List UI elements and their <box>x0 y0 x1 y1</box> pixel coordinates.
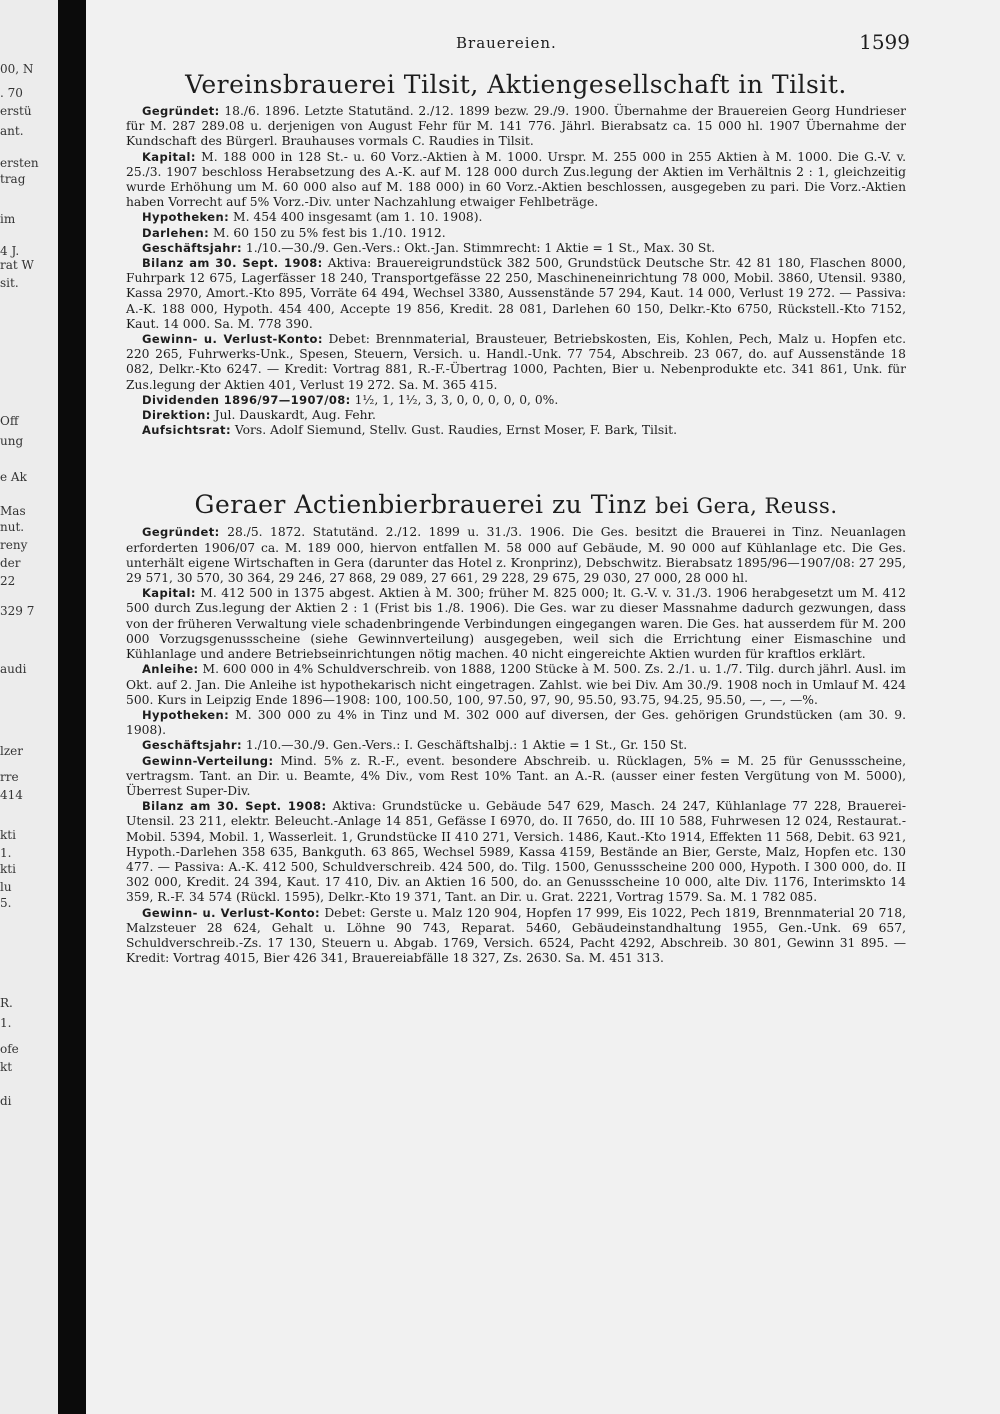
page-content <box>126 70 906 966</box>
field-text: 1./10.—30./9. Gen.-Vers.: Okt.-Jan. Stimmrecht: 1 Aktie = 1 St., Max. 30 St. <box>245 240 716 255</box>
margin-text-fragment: 414 <box>0 788 23 802</box>
book-spine <box>58 0 86 1414</box>
margin-text-fragment: sit. <box>0 276 19 290</box>
field-text: M. 600 000 in 4% Schuldverschreib. von 1888, 1200 Stücke à M. 500. Zs. 2./1. u. 1./7. Tilg. durch jährl. Ausl. im Okt. auf 2. Jan. Die Anleihe ist hypothekarisch nicht eingetragen. Zahlst. wie bei Div. Am 30./9. 1908 noch in Umlauf M. 424 500. Kurs in Leipzig Ende 1896—1908: 100, 100.50, 100, 97.50, 97, 90, 95.50, 93.75, 94.25, 95.50, —, —, —%. <box>126 662 906 707</box>
field-label: Kapital: <box>142 586 196 601</box>
field-label: Bilanz am 30. Sept. 1908: <box>142 256 323 271</box>
margin-text-fragment: nut. <box>0 520 25 534</box>
margin-text-fragment: . 70 <box>0 86 23 100</box>
entry-paragraph <box>126 423 906 438</box>
field-text: 28./5. 1872. Statutänd. 2./12. 1899 u. 31./3. 1906. Die Ges. besitzt die Brauerei in Tinz. Neuanlagen erforderten 1906/07 ca. M. 189 000, hiervon entfallen M. 58 000 auf Gebäude, M. 90 000 auf Kühlanlage etc. Die Ges. unterhält eigene Wirtschaften in Gera (darunter das Hotel z. Kronprinz), Debschwitz. Bierabsatz 1895/96—1907/08: 27 295, 29 571, 30 570, 30 364, 29 246, 27 868, 29 089, 27 661, 29 228, 29 675, 29 030, 27 000, 28 000 hl. <box>126 525 906 586</box>
entry-paragraph <box>126 525 906 586</box>
margin-text-fragment: ung <box>0 434 24 448</box>
field-label: Gegründet: <box>142 525 220 540</box>
margin-text-fragment: ersten <box>0 156 39 170</box>
company-title <box>126 490 906 521</box>
field-label: Gewinn-Verteilung: <box>142 753 274 768</box>
margin-text-fragment: kti <box>0 862 16 876</box>
margin-text-fragment: im <box>0 212 16 226</box>
entry-paragraph <box>126 754 906 800</box>
field-label: Direktion: <box>142 408 211 423</box>
entry-paragraph <box>126 393 906 408</box>
margin-text-fragment: lzer <box>0 744 23 758</box>
margin-text-fragment: ofe <box>0 1042 19 1056</box>
entry-paragraph <box>126 226 906 241</box>
entry-paragraph <box>126 210 906 225</box>
entry-paragraph <box>126 408 906 423</box>
company-entry <box>126 525 906 966</box>
entry-paragraph <box>126 708 906 738</box>
field-label: Geschäftsjahr: <box>142 738 242 753</box>
entry-paragraph <box>126 150 906 211</box>
entry-paragraph <box>126 586 906 662</box>
company-name: Geraer Actienbierbrauerei zu Tinz <box>194 490 647 520</box>
field-label: Bilanz am 30. Sept. 1908: <box>142 799 327 814</box>
margin-text-fragment: 329 7 <box>0 604 35 618</box>
entry-paragraph <box>126 256 906 332</box>
margin-text-fragment: rat W <box>0 258 34 272</box>
entry-paragraph <box>126 906 906 967</box>
field-text: Debet: Brennmaterial, Brausteuer, Betriebskosten, Eis, Kohlen, Pech, Malz u. Hopfen etc. 220 265, Fuhrwerks-Unk., Spesen, Steuern, Versich. u. Handl.-Unk. 77 754, Abschreib. 23 067, do. auf Aussenstände 18 082, Delkr.-Kto 6247. — Kredit: Vortrag 881, R.-F.-Übertrag 1000, Pachten, Bier u. Nebenprodukte etc. 341 861, Unk. für Zus.legung der Aktien 401, Verlust 19 272. Sa. M. 365 415. <box>126 332 906 392</box>
section-title: Brauereien. <box>456 34 557 52</box>
field-text: M. 412 500 in 1375 abgest. Aktien à M. 300; früher M. 825 000; lt. G.-V. v. 31./3. 1906 herabgesetzt um M. 412 500 durch Zus.legung der Aktien 2 : 1 (Frist bis 1./8. 1906). Die Ges. war zu dieser Massnahme dadurch gezwungen, dass von der früheren Verwaltung viele schadenbringende Verbindungen eingegangen waren. Die Ges. hat ausserdem für M. 200 000 Vorzugsgenussscheine (siehe Gewinnverteilung) ausgegeben, weil sich die Errichtung einer Eismaschine und Kühlanlage und andere Betriebseinrichtungen nötig machen. 40 nicht eingereichte Aktien wurden für kraftlos erklärt. <box>126 586 906 662</box>
margin-text-fragment: Mas <box>0 504 26 518</box>
field-text: Jul. Dauskardt, Aug. Fehr. <box>214 408 376 423</box>
margin-text-fragment: 22 <box>0 574 16 588</box>
field-text: M. 300 000 zu 4% in Tinz und M. 302 000 auf diversen, der Ges. gehörigen Grundstücken (am 30. 9. 1908). <box>126 707 906 738</box>
margin-text-fragment: kti <box>0 828 16 842</box>
margin-text-fragment: der <box>0 556 21 570</box>
entry-paragraph <box>126 662 906 708</box>
margin-text-fragment: Off <box>0 414 19 428</box>
margin-text-fragment: 5. <box>0 896 12 910</box>
field-text: 1./10.—30./9. Gen.-Vers.: I. Geschäftshalbj.: 1 Aktie = 1 St., Gr. 150 St. <box>245 738 688 753</box>
field-text: 1½, 1, 1½, 3, 3, 0, 0, 0, 0, 0, 0%. <box>354 392 559 407</box>
field-text: Vors. Adolf Siemund, Stellv. Gust. Raudies, Ernst Moser, F. Bark, Tilsit. <box>234 423 678 438</box>
field-label: Gegründet: <box>142 104 220 118</box>
field-label: Darlehen: <box>142 225 210 240</box>
margin-text-fragment: 1. <box>0 846 12 860</box>
field-text: M. 454 400 insgesamt (am 1. 10. 1908). <box>232 210 483 225</box>
margin-text-fragment: lu <box>0 880 12 894</box>
field-text: 18./6. 1896. Letzte Statutänd. 2./12. 1899 bezw. 29./9. 1900. Übernahme der Brauereien Georg Hundrieser für M. 287 289.08 u. derjenigen von August Fehr für M. 141 776. Jährl. Bierabsatz ca. 15 000 hl. 1907 Übernahme der Kundschaft des Bürgerl. Brauhauses vormals C. Raudies in Tilsit. <box>126 104 906 149</box>
margin-text-fragment: 4 J. <box>0 244 20 258</box>
margin-text-fragment: reny <box>0 538 28 552</box>
field-label: Anleihe: <box>142 662 199 677</box>
margin-text-fragment: trag <box>0 172 26 186</box>
left-page-margin <box>0 0 58 1414</box>
field-text: Mind. 5% z. R.-F., event. besondere Abschreib. u. Rücklagen, 5% = M. 25 für Genussscheine, vertragsm. Tant. an Dir. u. Beamte, 4% Div., vom Rest 10% Tant. an A.-R. (ausser einer festen Vergütung von M. 5000), Überrest Super-Div. <box>126 753 906 798</box>
margin-text-fragment: R. <box>0 996 13 1010</box>
book-page <box>86 0 1000 1414</box>
company-location: bei Gera, Reuss. <box>655 494 838 519</box>
field-text: Aktiva: Grundstücke u. Gebäude 547 629, Masch. 24 247, Kühlanlage 77 228, Brauerei-Utensil. 23 211, elektr. Beleucht.-Anlage 14 851, Gefässe I 6970, do. II 7650, do. III 10 588, Fuhrwesen 12 024, Restaurat.-Mobil. 5394, Mobil. 1, Wasserleit. 1, Grundstücke II 410 271, Versich. 1486, Kaut.-Kto 1914, Effekten 11 568, Debit. 63 921, Hypoth.-Darlehen 358 635, Bankguth. 63 865, Wechsel 5989, Kassa 4159, Bestände an Bier, Gerste, Malz, Hopfen etc. 130 477. — Passiva: A.-K. 412 500, Schuldverschreib. 424 500, do. Tilg. 1500, Genussscheine 200 000, Hypoth. I 300 000, do. II 302 000, Kredit. 24 394, Kaut. 17 410, Div. an Aktien 16 500, do. an Genussscheine 10 000, alte Div. 1176, Interimskto 14 359, R.-F. 34 574 (Rückl. 1595), Delkr.-Kto 19 371, Tant. an Dir. u. Grat. 2221, Vortrag 1579. Sa. M. 1 782 085. <box>126 799 906 905</box>
company-title: Vereinsbrauerei Tilsit, Aktiengesellschaft in Tilsit. <box>185 70 847 99</box>
field-label: Hypotheken: <box>142 707 230 722</box>
field-label: Dividenden 1896/97—1907/08: <box>142 392 351 407</box>
field-text: Aktiva: Brauereigrundstück 382 500, Grundstück Deutsche Str. 42 81 180, Flaschen 8000, Fuhrpark 12 675, Lagerfässer 18 240, Transportgefässe 22 250, Maschineneinrichtung 78 000, Mobil. 3860, Utensil. 9380, Kassa 2970, Amort.-Kto 895, Vorräte 64 494, Wechsel 3380, Aussenstände 57 294, Kaut. 14 000, Verlust 19 272. — Passiva: A.-K. 188 000, Hypoth. 454 400, Accepte 19 856, Kredit. 28 081, Darlehen 60 150, Delkr.-Kto 6750, Rückstell.-Kto 7152, Kaut. 14 000. Sa. M. 778 390. <box>126 256 906 331</box>
margin-text-fragment: e Ak <box>0 470 27 484</box>
margin-text-fragment: kt <box>0 1060 13 1074</box>
margin-text-fragment: di <box>0 1094 12 1108</box>
entry-paragraph <box>126 104 906 150</box>
entry-paragraph <box>126 332 906 393</box>
field-label: Gewinn- u. Verlust-Konto: <box>142 905 321 920</box>
field-text: Debet: Gerste u. Malz 120 904, Hopfen 17 999, Eis 1022, Pech 1819, Brennmaterial 20 718, Malzsteuer 28 624, Gehalt u. Löhne 90 743, Reparat. 5460, Gebäudeinstandhaltung 1955, Gen.-Unk. 69 657, Schuldverschreib.-Zs. 17 130, Steuern u. Abgab. 1769, Versich. 6524, Pacht 4292, Abschreib. 30 801, Gewinn 31 895. — Kredit: Vortrag 4015, Bier 426 341, Brauereiabfälle 18 327, Zs. 2630. Sa. M. 451 313. <box>126 905 906 966</box>
field-text: M. 60 150 zu 5% fest bis 1./10. 1912. <box>213 225 446 240</box>
field-label: Gewinn- u. Verlust-Konto: <box>142 332 323 347</box>
entry-paragraph <box>126 738 906 753</box>
margin-text-fragment: audi <box>0 662 27 676</box>
field-text: M. 188 000 in 128 St.- u. 60 Vorz.-Aktien à M. 1000. Urspr. M. 255 000 in 255 Aktien à M. 1000. Die G.-V. v. 25./3. 1907 beschloss Herabsetzung des A.-K. auf M. 128 000 durch Zus.legung der Aktien im Verhältnis 2 : 1, gleichzeitig wurde Erhöhung um M. 60 000 also auf M. 188 000) in 60 Vorz.-Aktien beschlossen, ausgegeben zu pari. Die Vorz.-Aktien haben Vorrecht auf 5% Vorz.-Div. unter Nachzahlung etwaiger Fehlbeträge. <box>126 149 906 210</box>
margin-text-fragment: rre <box>0 770 19 784</box>
margin-text-fragment: 00, N <box>0 62 34 76</box>
field-label: Aufsichtsrat: <box>142 423 231 438</box>
margin-text-fragment: erstü <box>0 104 32 118</box>
page-number: 1599 <box>859 30 910 54</box>
field-label: Hypotheken: <box>142 210 230 225</box>
page-header <box>86 30 1000 58</box>
margin-text-fragment: 1. <box>0 1016 12 1030</box>
entry-paragraph <box>126 799 906 905</box>
company-entry <box>126 104 906 438</box>
field-label: Geschäftsjahr: <box>142 240 242 255</box>
margin-text-fragment: ant. <box>0 124 24 138</box>
entry-paragraph <box>126 241 906 256</box>
field-label: Kapital: <box>142 149 196 164</box>
